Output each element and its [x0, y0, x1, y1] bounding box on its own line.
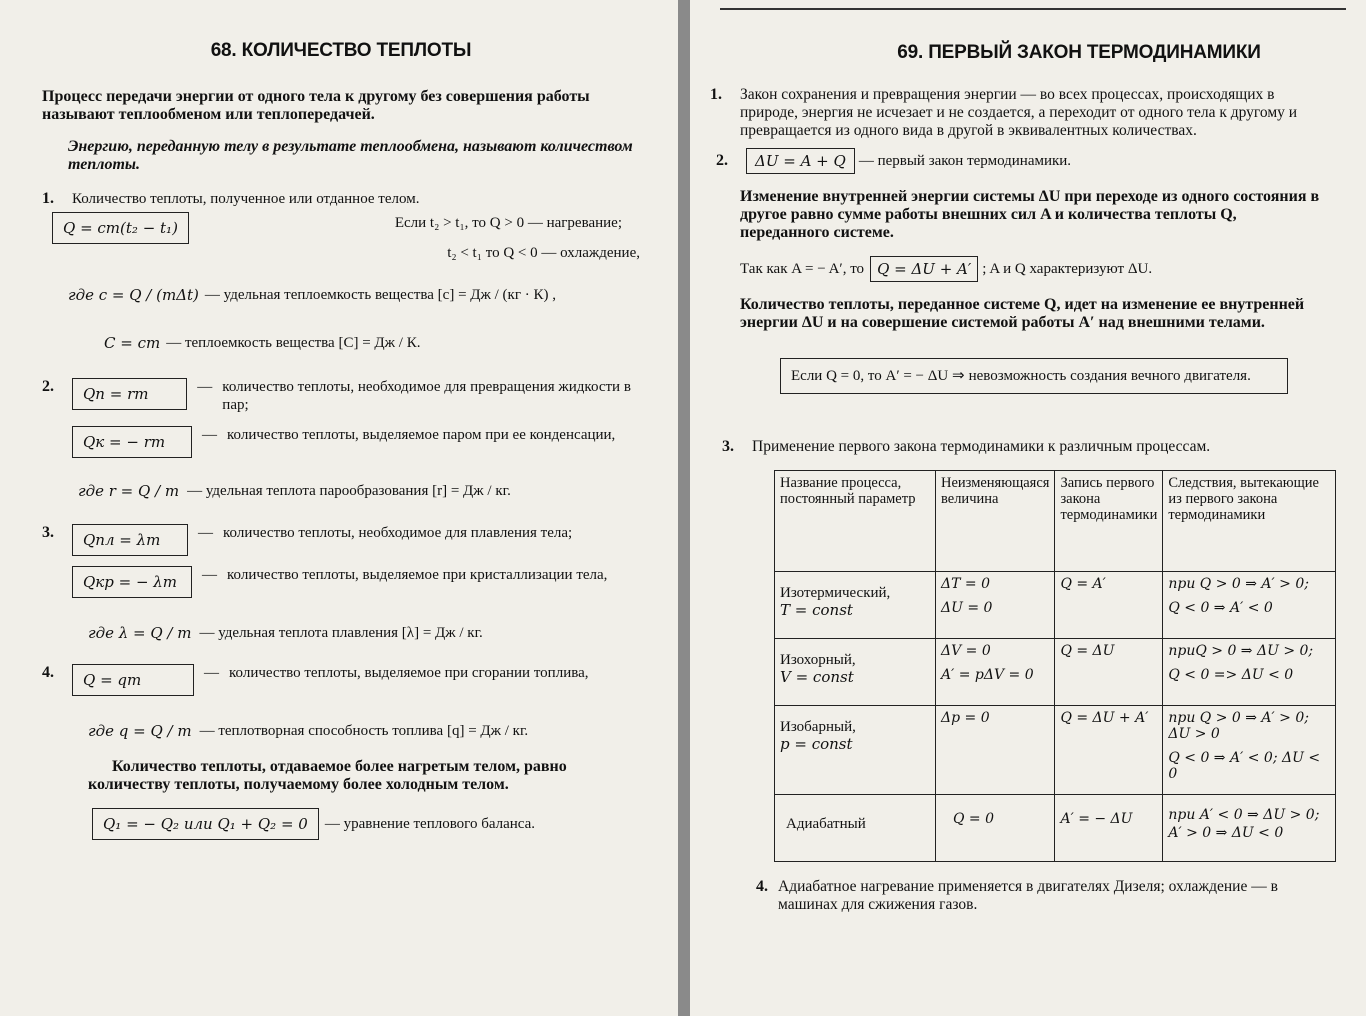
- heat-distribution-text: Количество теплоты, переданное системе Q, идет на изменение ее внутренней энергии ΔU и на совершение системой работы A′ над внешними телами.: [740, 296, 1305, 331]
- consequence-1: при Q > 0 ⇒ A′ > 0; ΔU > 0: [1168, 710, 1309, 742]
- law-item-1-number: 1.: [710, 86, 722, 103]
- consequence-2: Q < 0 ⇒ A′ < 0; ΔU < 0: [1168, 750, 1321, 782]
- right-page-title: 69. ПЕРВЫЙ ЗАКОН ТЕРМОДИНАМИКИ: [897, 42, 1261, 63]
- process-name: Изотермический,: [780, 585, 891, 601]
- law-record: Q = ΔU: [1060, 643, 1115, 659]
- melting-heat-text: — удельная теплота плавления [λ] = Дж / кг.: [199, 625, 483, 641]
- law-item-3-text: Применение первого закона термодинамики к различным процессам.: [752, 438, 1211, 455]
- invariant-2: ΔU = 0: [941, 600, 993, 616]
- item-2: 2. Qп = rm — количество теплоты, необходимое для превращения жидкости в пар;: [42, 378, 640, 414]
- melting-heat-formula: где λ = Q / m: [88, 624, 192, 642]
- vaporization-text: количество теплоты, необходимое для превращения жидкости в пар;: [222, 379, 631, 413]
- fuel-heat-text: — теплотворная способность топлива [q] = Дж / кг.: [199, 723, 529, 739]
- invariant-1: Δp = 0: [941, 710, 990, 726]
- vaporization-heat-text: — удельная теплота парообразования [r] = Дж / кг.: [187, 483, 511, 499]
- table-row: [775, 795, 1336, 862]
- processes-table: [774, 470, 1336, 862]
- fuel-heat-formula: где q = Q / m: [88, 722, 192, 740]
- melting-heat-definition: [42, 624, 640, 642]
- table-header: Запись первого закона термодинамики: [1055, 471, 1163, 572]
- consequence-2: A′ > 0 ⇒ ΔU < 0: [1168, 825, 1284, 841]
- consequence-2: Q < 0 => ΔU < 0: [1168, 667, 1294, 683]
- definition-paragraph: Энергию, переданную телу в результате теплообмена, называют количеством теплоты.: [68, 138, 633, 173]
- item-1-text: Количество теплоты, полученное или отданное телом.: [72, 191, 420, 207]
- process-param: p = const: [780, 735, 853, 753]
- since-suffix: ; A и Q характеризуют ΔU.: [982, 261, 1153, 277]
- heat-formula-box: Q = cm(t₂ − t₁): [52, 212, 189, 244]
- process-param: V = const: [780, 668, 854, 686]
- melting-formula-box: Qпл = λm: [72, 524, 188, 556]
- law-item-4-number: 4.: [756, 878, 768, 895]
- heat-capacity-text: — теплоемкость вещества [C] = Дж / К.: [166, 335, 421, 351]
- book-gutter: [678, 0, 690, 1016]
- law-item-1-text: Закон сохранения и превращения энергии — во всех процессах, происходящих в природе, энергия не исчезает и не создается, а переходит от одного тела к другому и превращается из одного вида в другой в эквивалентных количествах.: [740, 86, 1298, 139]
- cooling-condition: t₂ < t₁ то Q < 0 — охлаждение,: [447, 245, 640, 261]
- first-law-text: — первый закон термодинамики.: [858, 153, 1072, 169]
- heat-capacity-definition: [42, 334, 640, 352]
- table-header-row: [775, 471, 1336, 572]
- vaporization-heat-formula: где r = Q / m: [78, 482, 180, 500]
- specific-heat-text: — удельная теплоемкость вещества [c] = Дж / (кг · К) ,: [204, 287, 556, 303]
- law-item-3-number: 3.: [722, 438, 734, 455]
- crystallization-text: количество теплоты, выделяемое при кристаллизации тела,: [227, 567, 608, 583]
- vaporization-formula-box: Qп = rm: [72, 378, 187, 410]
- law-item-3: [710, 438, 1328, 456]
- vaporization-heat-definition: [42, 482, 640, 500]
- top-rule: [720, 8, 1346, 10]
- consequence-1: приQ > 0 ⇒ ΔU > 0;: [1168, 643, 1314, 659]
- law-item-2-number: 2.: [716, 152, 728, 169]
- heating-condition: Если t₂ > t₁, то Q > 0 — нагревание;: [394, 215, 622, 231]
- item-2-number: 2.: [42, 378, 54, 395]
- law-item-4: [710, 878, 1328, 914]
- table-row: [775, 639, 1336, 706]
- table-row: [775, 706, 1336, 795]
- item-4-number: 4.: [42, 664, 54, 681]
- combustion-text: количество теплоты, выделяемое при сгорании топлива,: [229, 665, 589, 681]
- item-1-number: 1.: [42, 190, 54, 207]
- heat-balance-row: [42, 808, 640, 840]
- first-law-formula-box: ΔU = A + Q: [746, 148, 855, 174]
- internal-energy-change-text: Изменение внутренней энергии системы ΔU при переходе из одного состояния в другое равно сумме работы внешних сил A и количества теплоты Q, переданного системе.: [740, 188, 1320, 241]
- item-1-formula-row: [42, 212, 640, 262]
- consequence-1: при A′ < 0 ⇒ ΔU > 0;: [1168, 807, 1320, 823]
- heat-equation-box: Q = ΔU + A′: [870, 256, 978, 282]
- item-4: 4. Q = qm — количество теплоты, выделяемое при сгорании топлива,: [42, 664, 640, 696]
- law-record: Q = A′: [1060, 576, 1106, 592]
- heat-capacity-formula: C = cm: [104, 334, 161, 352]
- invariant-1: ΔV = 0: [941, 643, 991, 659]
- condensation-text: количество теплоты, выделяемое паром при ее конденсации,: [227, 427, 616, 443]
- condensation-formula-box: Qк = − rm: [72, 426, 192, 458]
- item-1: [42, 190, 640, 208]
- process-param: T = const: [780, 601, 853, 619]
- invariant-1: Q = 0: [953, 811, 995, 827]
- consequence-1: при Q > 0 ⇒ A′ > 0;: [1168, 576, 1309, 592]
- intro-paragraph: Процесс передачи энергии от одного тела к другому без совершения работы называют теплообменом или теплопередачей.: [42, 88, 590, 123]
- law-record: Q = ΔU + A′: [1060, 710, 1149, 726]
- heat-balance-text: — уравнение теплового баланса.: [324, 816, 536, 832]
- law-item-4-text: Адиабатное нагревание применяется в двигателях Дизеля; охлаждение — в машинах для сжижения газов.: [778, 878, 1278, 913]
- specific-heat-definition: [42, 286, 640, 304]
- invariant-2: A′ = pΔV = 0: [941, 667, 1034, 683]
- specific-heat-formula: где c = Q / (mΔt): [68, 286, 199, 304]
- table-header: Неизменяющаяся величина: [936, 471, 1055, 572]
- item-3b: Qкр = − λm — количество теплоты, выделяемое при кристаллизации тела,: [42, 566, 640, 598]
- item-3: 3. Qпл = λm — количество теплоты, необходимое для плавления тела;: [42, 524, 640, 556]
- process-name: Изобарный,: [780, 719, 856, 735]
- process-name: Адиабатный: [786, 816, 866, 832]
- law-item-1: [710, 86, 1328, 140]
- item-2b: Qк = − rm — количество теплоты, выделяемое паром при ее конденсации,: [42, 426, 640, 458]
- right-page: [690, 0, 1366, 1016]
- left-page-title: 68. КОЛИЧЕСТВО ТЕПЛОТЫ: [210, 40, 472, 61]
- heat-balance-statement: Количество теплоты, отдаваемое более нагретым телом, равно количеству теплоты, получаемому более холодным телом.: [88, 758, 567, 793]
- crystallization-formula-box: Qкр = − λm: [72, 566, 192, 598]
- table-header: Следствия, вытекающие из первого закона термодинамики: [1163, 471, 1336, 572]
- since-prefix: Так как A = − A′, то: [740, 261, 865, 277]
- fuel-heat-definition: [42, 722, 640, 740]
- law-item-2: [710, 148, 1328, 174]
- consequence-2: Q < 0 ⇒ A′ < 0: [1168, 600, 1273, 616]
- law-record: A′ = − ΔU: [1060, 811, 1133, 827]
- left-page: [0, 0, 678, 1016]
- melting-text: количество теплоты, необходимое для плавления тела;: [223, 525, 573, 541]
- perpetual-motion-box: [780, 358, 1288, 394]
- item-3-number: 3.: [42, 524, 54, 541]
- invariant-1: ΔT = 0: [941, 576, 990, 592]
- heat-balance-formula-box: Q₁ = − Q₂ или Q₁ + Q₂ = 0: [92, 808, 319, 840]
- perpetual-motion-formula: Если Q = 0, то A′ = − ΔU ⇒: [791, 368, 965, 384]
- since-row: [710, 256, 1328, 282]
- combustion-formula-box: Q = qm: [72, 664, 194, 696]
- process-name: Изохорный,: [780, 652, 856, 668]
- perpetual-motion-text: невозможность создания вечного двигателя.: [968, 368, 1251, 384]
- table-row: [775, 572, 1336, 639]
- table-header: Название процесса, постоянный параметр: [775, 471, 936, 572]
